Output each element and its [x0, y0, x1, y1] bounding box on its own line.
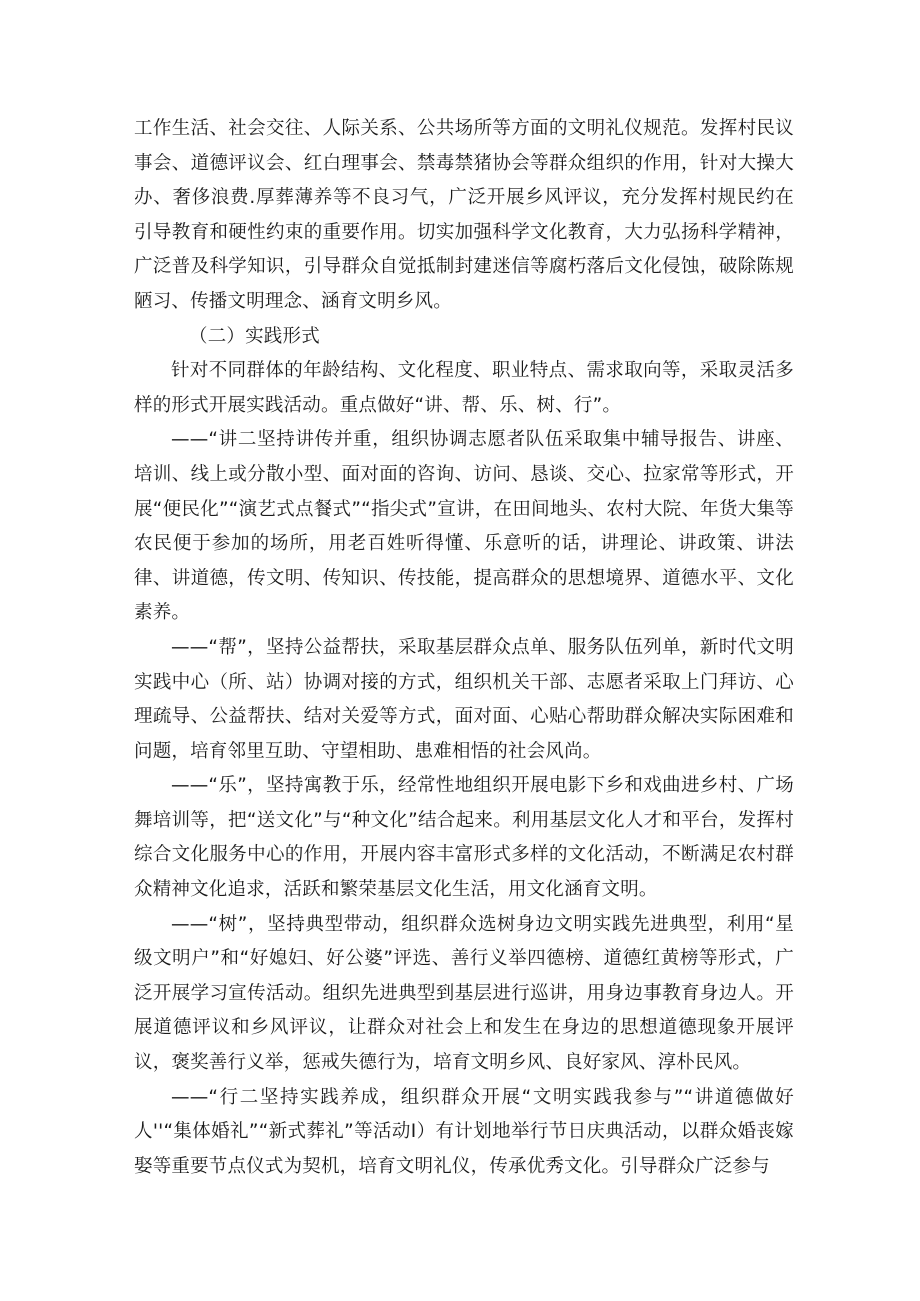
paragraph-shu: ——“树”，坚持典型带动，组织群众选树身边文明实践先进典型，利用“星级文明户”和“好媳妇、好公婆”评选、善行义举四德榜、道德红黄榜等形式，广泛开展学习宣传活动。组织先进典型到基层进行巡讲，用身边事教育身边人。开展道德评议和乡风评议，让群众对社会上和发生在身边的思想道德现象开展评议，褒奖善行义举，惩戒失德行为，培育文明乡风、良好家风、淳朴民风。 [134, 913, 794, 1074]
paragraph-intro: 针对不同群体的年龄结构、文化程度、职业特点、需求取向等，采取灵活多样的形式开展实践活动。重点做好“讲、帮、乐、树、行”。 [134, 360, 794, 416]
paragraph-jiang: ——“讲二坚持讲传并重，组织协调志愿者队伍采取集中辅导报告、讲座、培训、线上或分散小型、面对面的咨询、访问、恳谈、交心、拉家常等形式，开展“便民化”“演艺式点餐式”“指尖式”宣讲，在田间地头、农村大院、年货大集等农民便于参加的场所，用老百姓听得懂、乐意听的话，讲理论、讲政策、讲法律、讲道德，传文明、传知识、传技能，提高群众的思想境界、道德水平、文化素养。 [134, 429, 794, 624]
section-heading-practice-forms: （二）实践形式 [189, 325, 320, 347]
paragraph-le: ——“乐”，坚持寓教于乐，经常性地组织开展电影下乡和戏曲进乡村、广场舞培训等，把“送文化”与“种文化”结合起来。利用基层文化人才和平台，发挥村综合文化服务中心的作用，开展内容丰富形式多样的文化活动，不断满足农村群众精神文化追求，活跃和繁荣基层文化生活，用文化涵育文明。 [134, 775, 794, 901]
paragraph-norms: 工作生活、社会交往、人际关系、公共场所等方面的文明礼仪规范。发挥村民议事会、道德评议会、红白理事会、禁毒禁猪协会等群众组织的作用，针对大操大办、奢侈浪费.厚葬薄养等不良习气，广泛开展乡风评议，充分发挥村规民约在引导教育和硬性约束的重要作用。切实加强科学文化教育，大力弘扬科学精神，广泛普及科学知识，引导群众自觉抵制封建迷信等腐朽落后文化侵蚀，破除陈规陋习、传播文明理念、涵育文明乡风。 [134, 118, 794, 312]
paragraph-xing: ——“行二坚持实践养成，组织群众开展“文明实践我参与”“讲道德做好人''“集体婚礼”“新式葬礼”等活动I）有计划地举行节日庆典活动，以群众婚丧嫁娶等重要节点仪式为契机，培育文明礼仪，传承优秀文化。引导群众广泛参与 [134, 1086, 794, 1177]
paragraph-bang: ——“帮”，坚持公益帮扶，采取基层群众点单、服务队伍列单，新时代文明实践中心（所、站）协调对接的方式，组织机关干部、志愿者采取上门拜访、心理疏导、公益帮扶、结对关爱等方式，面对面、心贴心帮助群众解决实际困难和问题，培育邻里互助、守望相助、患难相悟的社会风尚。 [134, 636, 794, 762]
document-body [134, 112, 794, 1184]
